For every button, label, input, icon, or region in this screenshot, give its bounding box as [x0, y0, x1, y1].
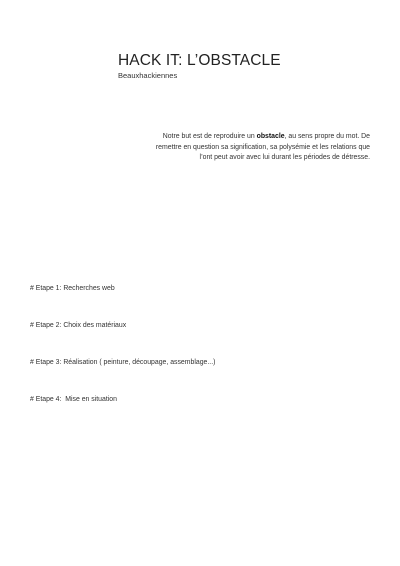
step-2: # Etape 2: Choix des matériaux	[30, 322, 127, 329]
page-title: HACK IT: L’OBSTACLE	[118, 52, 281, 69]
page-subtitle: Beauxhackiennes	[118, 71, 178, 80]
intro-paragraph	[150, 132, 370, 164]
intro-text-start: Notre but est de reproduire un	[162, 133, 257, 140]
step-4: # Etape 4: Mise en situation	[30, 396, 117, 403]
intro-emphasis: obstacle	[256, 133, 285, 140]
step-3: # Etape 3: Réalisation ( peinture, découpage, assemblage...)	[30, 359, 216, 366]
step-1: # Etape 1: Recherches web	[30, 285, 115, 292]
intro-text-end: , au sens propre du mot. De remettre en question sa signification, sa polysémie et les relations que l’ont peut avoir avec lui durant les périodes de détresse.	[155, 133, 370, 161]
